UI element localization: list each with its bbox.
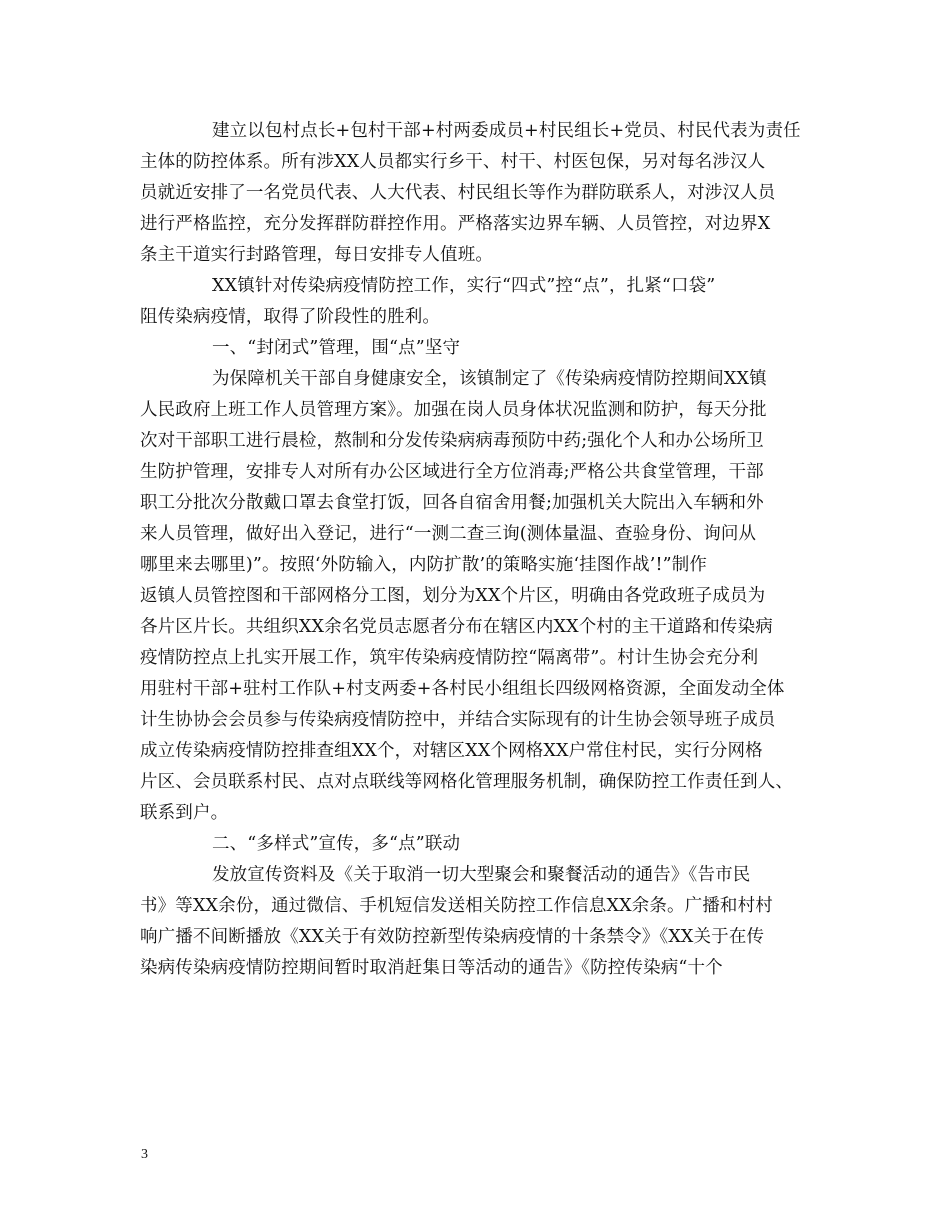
- text-line: 人民政府上班工作人员管理方案》。加强在岗人员身体状况监测和防护，每天分批: [140, 400, 767, 420]
- text-line: 来人员管理，做好出入登记，进行“一测二查三询(测体量温、查验身份、询问从: [140, 524, 757, 544]
- text-line: 主体的防控体系。所有涉XX人员都实行乡干、村干、村医包保，另对每名涉汉人: [140, 152, 766, 172]
- text-line: 书》等XX余份，通过微信、手机短信发送相关防控工作信息XX余条。广播和村村: [140, 896, 773, 916]
- text-line: 次对干部职工进行晨检，熬制和分发传染病病毒预防中药;强化个人和办公场所卫: [140, 431, 764, 451]
- text-line: 响广播不间断播放《XX关于有效防控新型传染病疫情的十条禁令》《XX关于在传: [140, 927, 765, 947]
- text-line: 条主干道实行封路管理，每日安排专人值班。: [140, 245, 493, 265]
- body-text: [140, 116, 820, 984]
- text-line: 哪里来去哪里)”。按照‘外防输入，内防扩散’的策略实施‘挂图作战’!”制作: [140, 555, 708, 575]
- text-line: 生防护管理，安排专人对所有办公区域进行全方位消毒;严格公共食堂管理，干部: [140, 462, 764, 482]
- section-heading: 一、“封闭式”管理，围“点”坚守: [212, 338, 461, 358]
- text-line: 联系到户。: [140, 803, 229, 823]
- text-line: 疫情防控点上扎实开展工作，筑牢传染病疫情防控“隔离带”。村计生协会充分利: [140, 648, 759, 668]
- text-line: 片区、会员联系村民、点对点联线等网格化管理服务机制，确保防控工作责任到人、: [140, 772, 794, 792]
- text-line: 进行严格监控，充分发挥群防群控作用。严格落实边界车辆、人员管控，对边界X: [140, 214, 771, 234]
- text-line: 发放宣传资料及《关于取消一切大型聚会和聚餐活动的通告》《告市民: [212, 865, 751, 885]
- text-line: 建立以包村点长+包村干部+村两委成员+村民组长+党员、村民代表为责任: [212, 121, 801, 141]
- text-line: 染病传染病疫情防控期间暂时取消赶集日等活动的通告》《防控传染病“十个: [140, 958, 723, 978]
- text-line: 各片区片长。共组织XX余名党员志愿者分布在辖区内XX个村的主干道路和传染病: [140, 617, 773, 637]
- text-line: 阻传染病疫情，取得了阶段性的胜利。: [140, 307, 441, 327]
- text-line: XX镇针对传染病疫情防控工作，实行“四式”控“点”，扎紧“口袋”: [212, 276, 716, 296]
- text-line: 员就近安排了一名党员代表、人大代表、村民组长等作为群防联系人，对涉汉人员: [140, 183, 776, 203]
- page-number: 3: [141, 1147, 148, 1162]
- text-line: 返镇人员管控图和干部网格分工图，划分为XX个片区，明确由各党政班子成员为: [140, 586, 766, 606]
- text-line: 成立传染病疫情防控排查组XX个，对辖区XX个网格XX户常住村民，实行分网格: [140, 741, 763, 761]
- text-line: 为保障机关干部自身健康安全，该镇制定了《传染病疫情防控期间XX镇: [212, 369, 767, 389]
- text-line: 职工分批次分散戴口罩去食堂打饭，回各自宿舍用餐;加强机关大院出入车辆和外: [140, 493, 764, 513]
- text-line: 计生协协会会员参与传染病疫情防控中，并结合实际现有的计生协会领导班子成员: [140, 710, 776, 730]
- section-heading: 二、“多样式”宣传，多“点”联动: [212, 834, 461, 854]
- text-line: 用驻村干部+驻村工作队+村支两委+各村民小组组长四级网格资源，全面发动全体: [140, 679, 785, 699]
